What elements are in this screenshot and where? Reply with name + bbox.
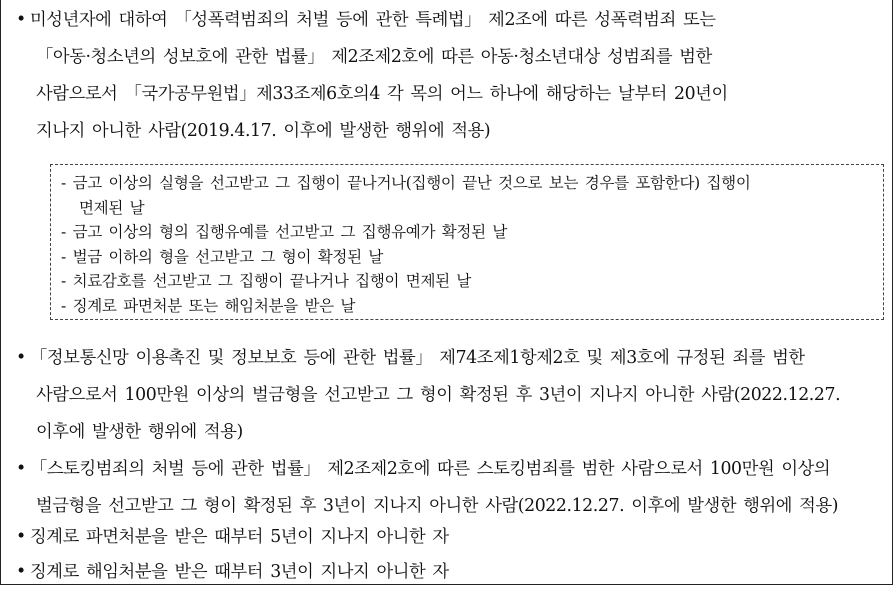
sub-item-5: - 징계로 파면처분 또는 해임처분을 받은 날 — [61, 296, 356, 315]
item4-line-1: 징계로 파면처분을 받은 때부터 5년이 지나지 아니한 자 — [30, 527, 449, 547]
sub-item-1-cont: 면제된 날 — [79, 198, 145, 217]
item1-line-1: 미성년자에 대하여 「성폭력범죄의 처벌 등에 관한 특례법」 제2조에 따른 성폭력범죄 또는 — [30, 10, 716, 30]
list-item-network-act — [16, 340, 892, 451]
item2-line-3: 이후에 발생한 행위에 적용) — [36, 422, 243, 442]
sub-item-1: - 금고 이상의 실형을 선고받고 그 집행이 끝나거나(집행이 끝난 것으로 보는 경우를 포함한다) 집행이 — [61, 174, 751, 192]
item1-line-3: 사람으로서 「국가공무원법」제33조제6호의4 각 목의 어느 하나에 해당하는 날부터 20년이 — [36, 84, 728, 104]
list-item-dismissal — [16, 519, 892, 556]
item3-line-1: 「스토킹범죄의 처벌 등에 관한 법률」 제2조제2호에 따른 스토킹범죄를 범한 사람으로서 100만원 이상의 — [30, 459, 831, 479]
list-item-sexual-crime-minors — [16, 2, 892, 150]
bullet-icon: • — [16, 459, 26, 479]
item1-line-4: 지나지 아니한 사람(2019.4.17. 이후에 발생한 행위에 적용) — [36, 121, 491, 141]
list-item-stalking-act — [16, 451, 892, 525]
sub-conditions-box — [50, 164, 884, 320]
bullet-icon: • — [16, 527, 26, 547]
bullet-icon: • — [16, 562, 26, 582]
sub-item-4: - 치료감호를 선고받고 그 집행이 끝나거나 집행이 면제된 날 — [61, 272, 472, 290]
item1-line-2: 「아동·청소년의 성보호에 관한 법률」 제2조제2호에 따른 아동·청소년대상 성범죄를 범한 — [36, 47, 712, 67]
item3-line-2: 벌금형을 선고받고 그 형이 확정된 후 3년이 지나지 아니한 사람(2022.12.27. 이후에 발생한 행위에 적용) — [36, 496, 839, 516]
item2-line-1: 「정보통신망 이용촉진 및 정보보호 등에 관한 법률」 제74조제1항제2호 및 제3호에 규정된 죄를 범한 — [30, 348, 805, 368]
bullet-icon: • — [16, 10, 26, 30]
sub-item-2: - 금고 이상의 형의 집행유예를 선고받고 그 집행유예가 확정된 날 — [61, 223, 508, 241]
list-item-removal — [16, 554, 892, 591]
bullet-icon: • — [16, 348, 26, 368]
item2-line-2: 사람으로서 100만원 이상의 벌금형을 선고받고 그 형이 확정된 후 3년이 지나지 아니한 사람(2022.12.27. — [36, 385, 841, 405]
item5-line-1: 징계로 해임처분을 받은 때부터 3년이 지나지 아니한 자 — [30, 562, 449, 582]
sub-item-3: - 벌금 이하의 형을 선고받고 그 형이 확정된 날 — [61, 247, 384, 266]
